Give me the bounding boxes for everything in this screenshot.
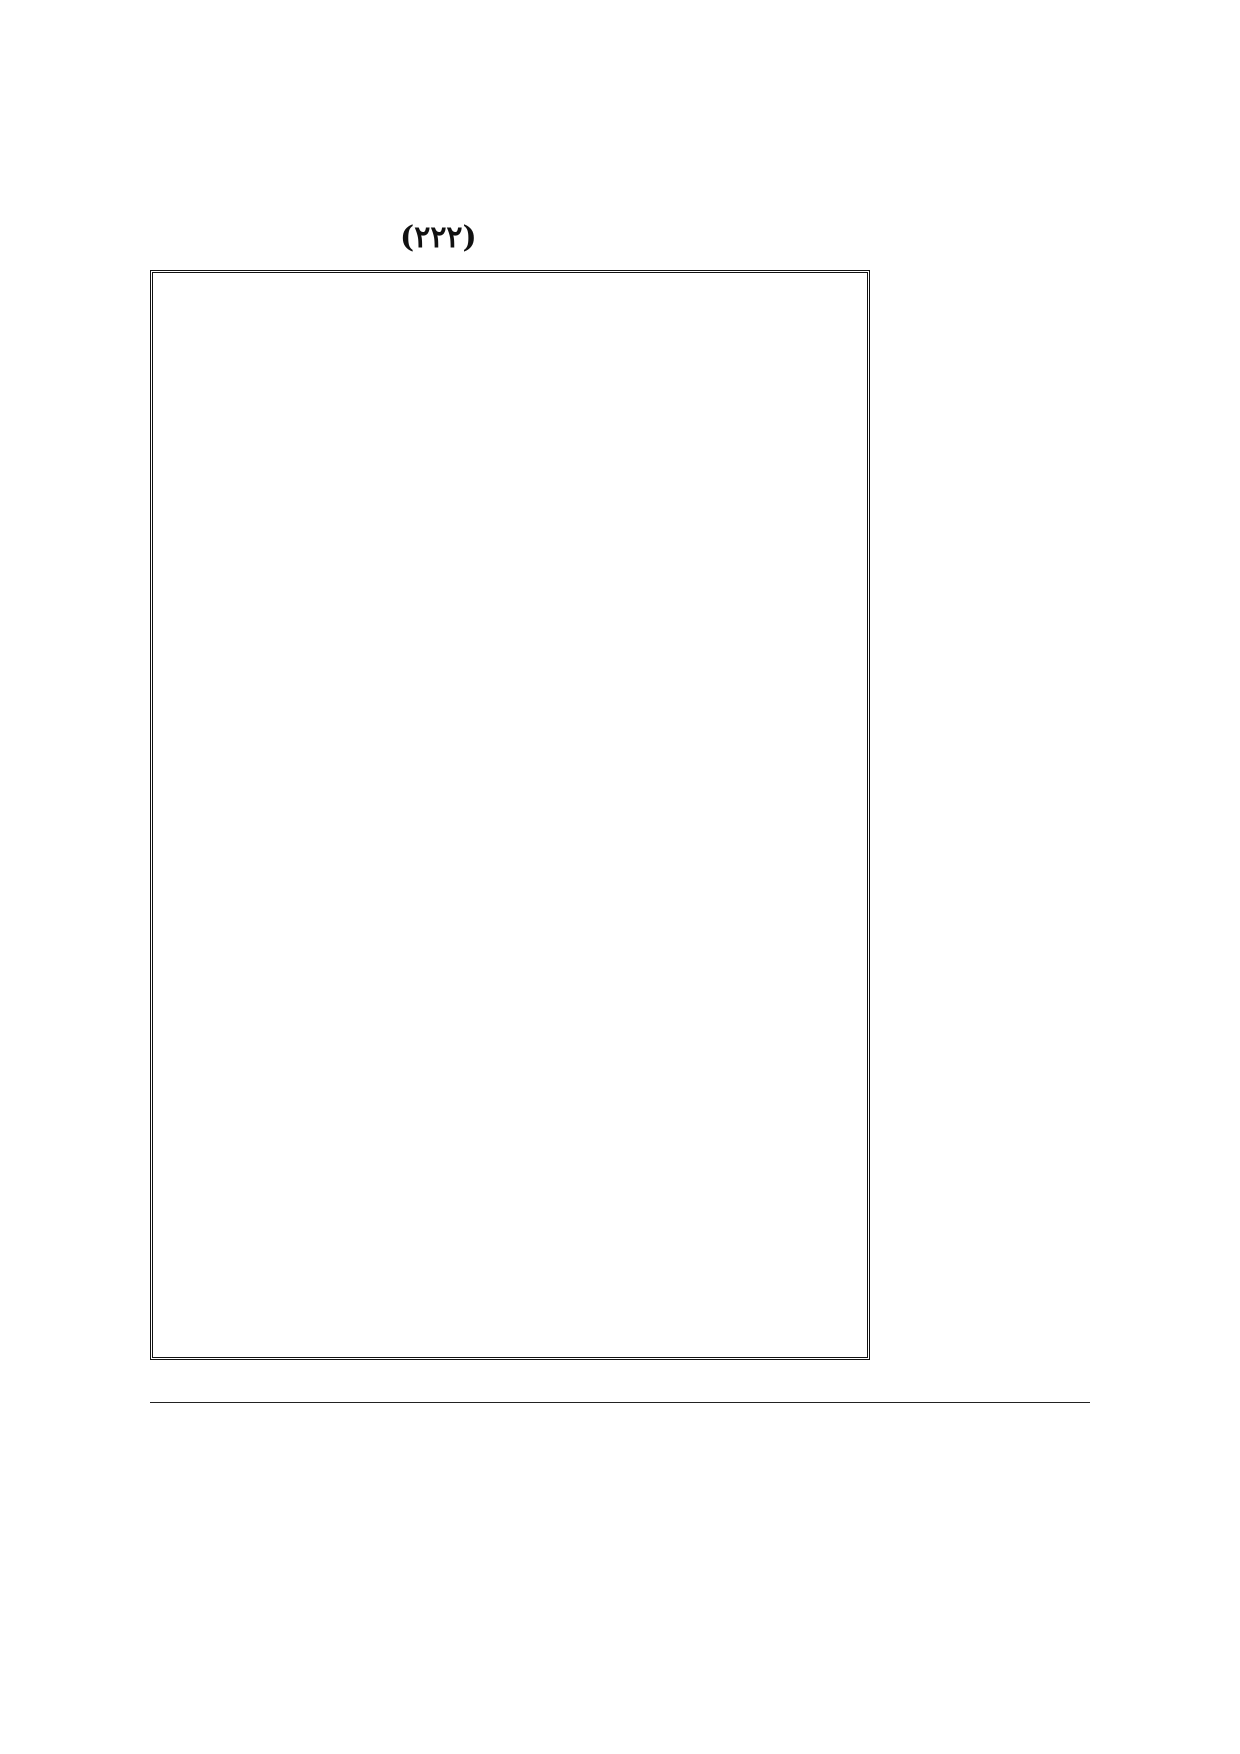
- side-column-text: [885, 270, 1090, 1360]
- footer-divider: [150, 1402, 1090, 1403]
- main-column-text: [163, 279, 857, 1351]
- footer-text: [150, 1410, 1090, 1540]
- top-header-text: [150, 150, 1090, 250]
- page-number: (٢٢٢): [400, 220, 477, 255]
- main-text-frame: [150, 270, 870, 1360]
